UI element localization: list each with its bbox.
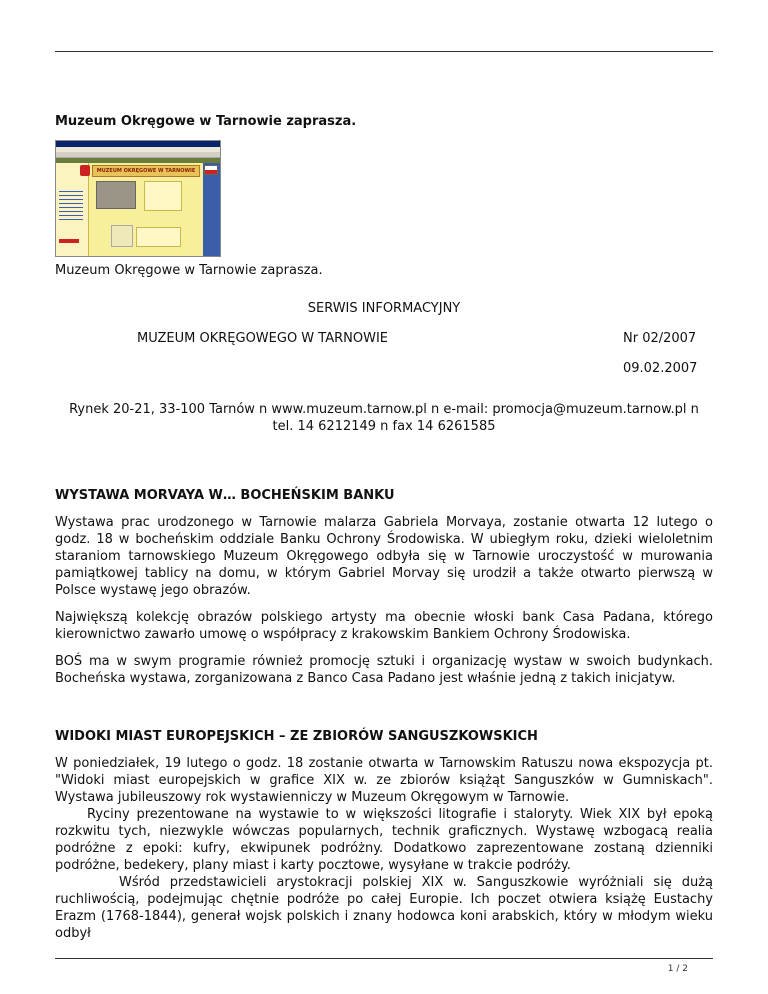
footer-rule [55, 958, 713, 959]
serwis-title: SERWIS INFORMACYJNY [307, 301, 461, 316]
issue-number: Nr 02/2007 [623, 331, 697, 346]
section-2-paragraph-1: W poniedziałek, 19 lutego o godz. 18 zostanie otwarta w Tarnowskim Ratuszu nowa ekspozycja pt. "Widoki miast europejskich w grafice XIX w. ze zbiorów książąt Sanguszków w Gumniskach". Wystawa jubileuszowy rok wystawienniczy w Muzeum Okręgowym w Tarnowie. [55, 756, 713, 805]
page-title: Muzeum Okręgowe w Tarnowie zaprasza. [55, 114, 357, 129]
contact-line-1: Rynek 20-21, 33-100 Tarnów n www.muzeum.tarnow.pl n e-mail: promocja@muzeum.tarnow.pl n [69, 402, 699, 417]
contact-line-2: tel. 14 6212149 n fax 14 6261585 [272, 419, 496, 434]
section-1-paragraph-3: BOŚ ma w swym programie również promocję sztuki i organizację wystaw w swoich budynkach. Bocheńska wystawa, zorganizowana z Banco Casa Padano jest właśnie jedną z takich inicjatyw. [55, 654, 713, 686]
section-1-title: WYSTAWA MORVAYA W… BOCHEŃSKIM BANKU [55, 488, 395, 503]
section-1-paragraph-2: Największą kolekcję obrazów polskiego artysty ma obecnie włoski bank Casa Padana, którego kierownictwo zawarło umowę o współpracy z krakowskim Bankiem Ochrony Środowiska. [55, 610, 713, 642]
section-2-title: WIDOKI MIAST EUROPEJSKICH – ZE ZBIORÓW SANGUSZKOWSKICH [55, 729, 538, 744]
issue-date: 09.02.2007 [623, 361, 698, 376]
museum-name: MUZEUM OKRĘGOWEGO W TARNOWIE [137, 331, 389, 346]
section-1-paragraph-1: Wystawa prac urodzonego w Tarnowie malarza Gabriela Morvaya, zostanie otwarta 12 lutego o godz. 18 w bocheńskim oddziale Banku Ochrony Środowiska. W ubiegłym roku, dzieki wieloletnim staraniom tarnowskiego Muzeum Okręgowego odbyła się w Tarnowie uroczystość w murowania pamiątkowej tablicy na domu, w którym Gabriel Morvay się urodził a także otwarto pierwszą w Polsce wystawę jego obrazów. [55, 515, 713, 598]
image-caption: Muzeum Okręgowe w Tarnowie zaprasza. [55, 263, 323, 278]
flag-icon [204, 165, 218, 175]
website-screenshot-image [55, 140, 221, 257]
header-rule [55, 51, 713, 52]
page-number: 1 / 2 [667, 964, 688, 974]
section-2-paragraph-2: Ryciny prezentowane na wystawie to w większości litografie i staloryty. Wiek XIX był epoką rozkwitu tych, niezwykle wówczas popularnych, technik graficznych. Wystawę wzbogacą realia podróżne z epoki: kufry, ekwipunek podróżny. Dodatkowo zaprezentowane zostaną dzienniki podróżne, bedekery, plany miast i karty pocztowe, wysyłane w trakcie podróży. [55, 807, 713, 873]
section-2-paragraph-3: Wśród przedstawicieli arystokracji polskiej XIX w. Sanguszkowie wyróżniali się dużą ruchliwością, podejmując chętnie podróże po całej Europie. Ich poczet otwiera książę Eustachy Erazm (1768-1844), generał wojsk polskich i znany hodowca koni arabskich, który w młodym wieku odbył [55, 875, 713, 941]
museum-banner: MUZEUM OKRĘGOWE W TARNOWIE [92, 165, 200, 177]
eagle-emblem-icon [80, 165, 90, 176]
